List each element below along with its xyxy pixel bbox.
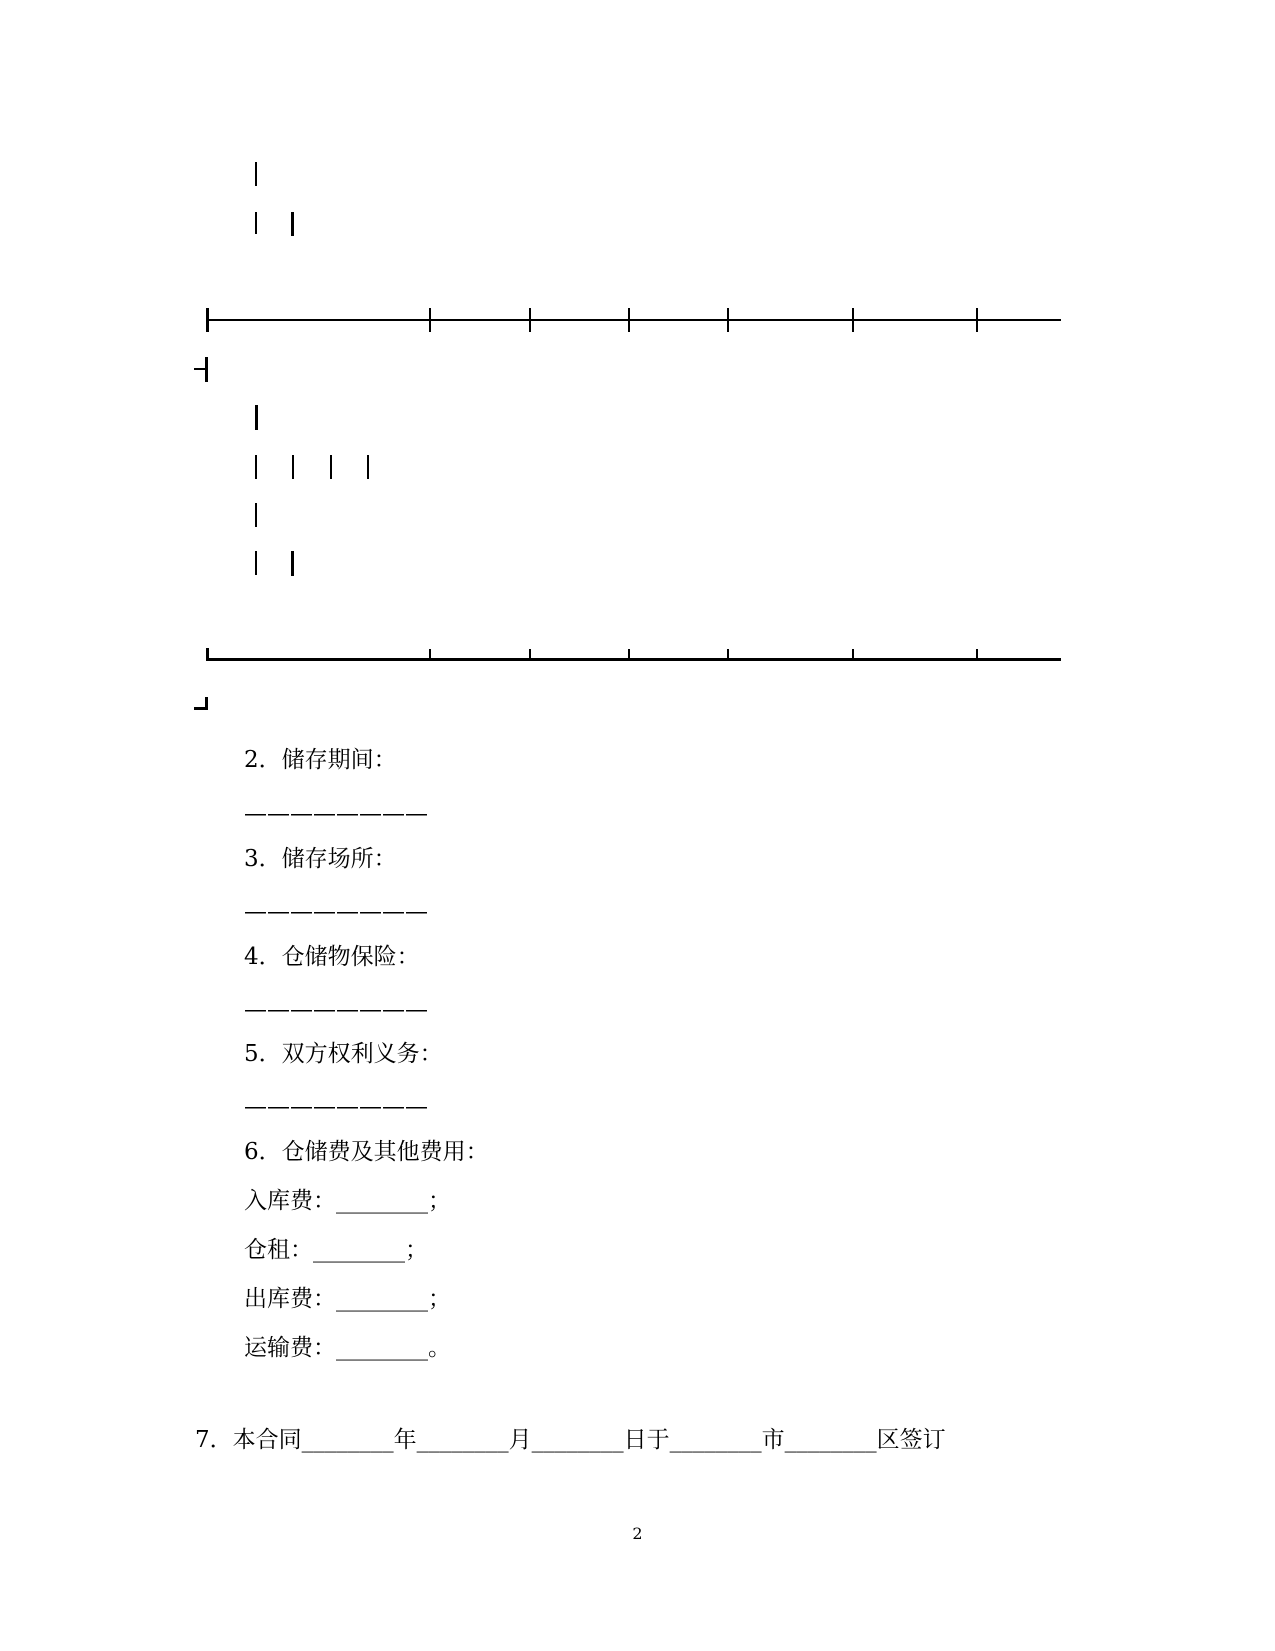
table-vline [291,212,294,236]
section-rights-obligations: 5．双方权利义务： [244,1041,443,1067]
table-vline [628,649,630,659]
fee-inbound: 入库费：________； [244,1188,451,1214]
table-vline [727,649,729,659]
fee-outbound: 出库费：________； [244,1286,451,1312]
table-vline [976,308,978,332]
blank-line: ———————— [244,1094,428,1120]
table-vline [291,551,294,576]
blank-line: ———————— [244,801,428,827]
fee-transport: 运输费：________。 [244,1335,451,1361]
table-vline [205,697,208,710]
section-storage-period: 2．储存期间： [244,747,397,773]
table-vline [976,649,978,659]
blank-line: ———————— [244,899,428,925]
table-vline [205,357,208,382]
table-vline [429,308,431,332]
table-vline [429,649,431,659]
table-vline [255,405,258,430]
section-signing: 7．本合同________年________月________日于________市________区签订 [195,1427,946,1453]
page-number: 2 [632,1524,643,1543]
table-vline [255,503,257,527]
table-vline [628,308,630,332]
section-fees-heading: 6．仓储费及其他费用： [244,1139,489,1165]
table-vline [367,455,369,479]
table-vline [255,551,257,575]
table-vline [292,455,294,479]
table-vline [529,649,531,659]
table-vline [206,308,209,332]
table-vline [852,649,854,659]
table-vline [255,455,257,479]
table-vline [727,308,729,332]
table-vline [852,308,854,332]
table-vline [255,162,257,186]
table-vline [206,648,209,661]
section-warehouse-insurance: 4．仓储物保险： [244,944,420,970]
section-storage-location: 3．储存场所： [244,846,397,872]
fee-rent: 仓租：________； [244,1237,428,1263]
blank-line: ———————— [244,997,428,1023]
table-rule [206,319,1061,321]
table-vline [255,212,257,234]
table-vline [529,308,531,332]
table-rule [206,658,1061,661]
table-vline [330,455,332,479]
